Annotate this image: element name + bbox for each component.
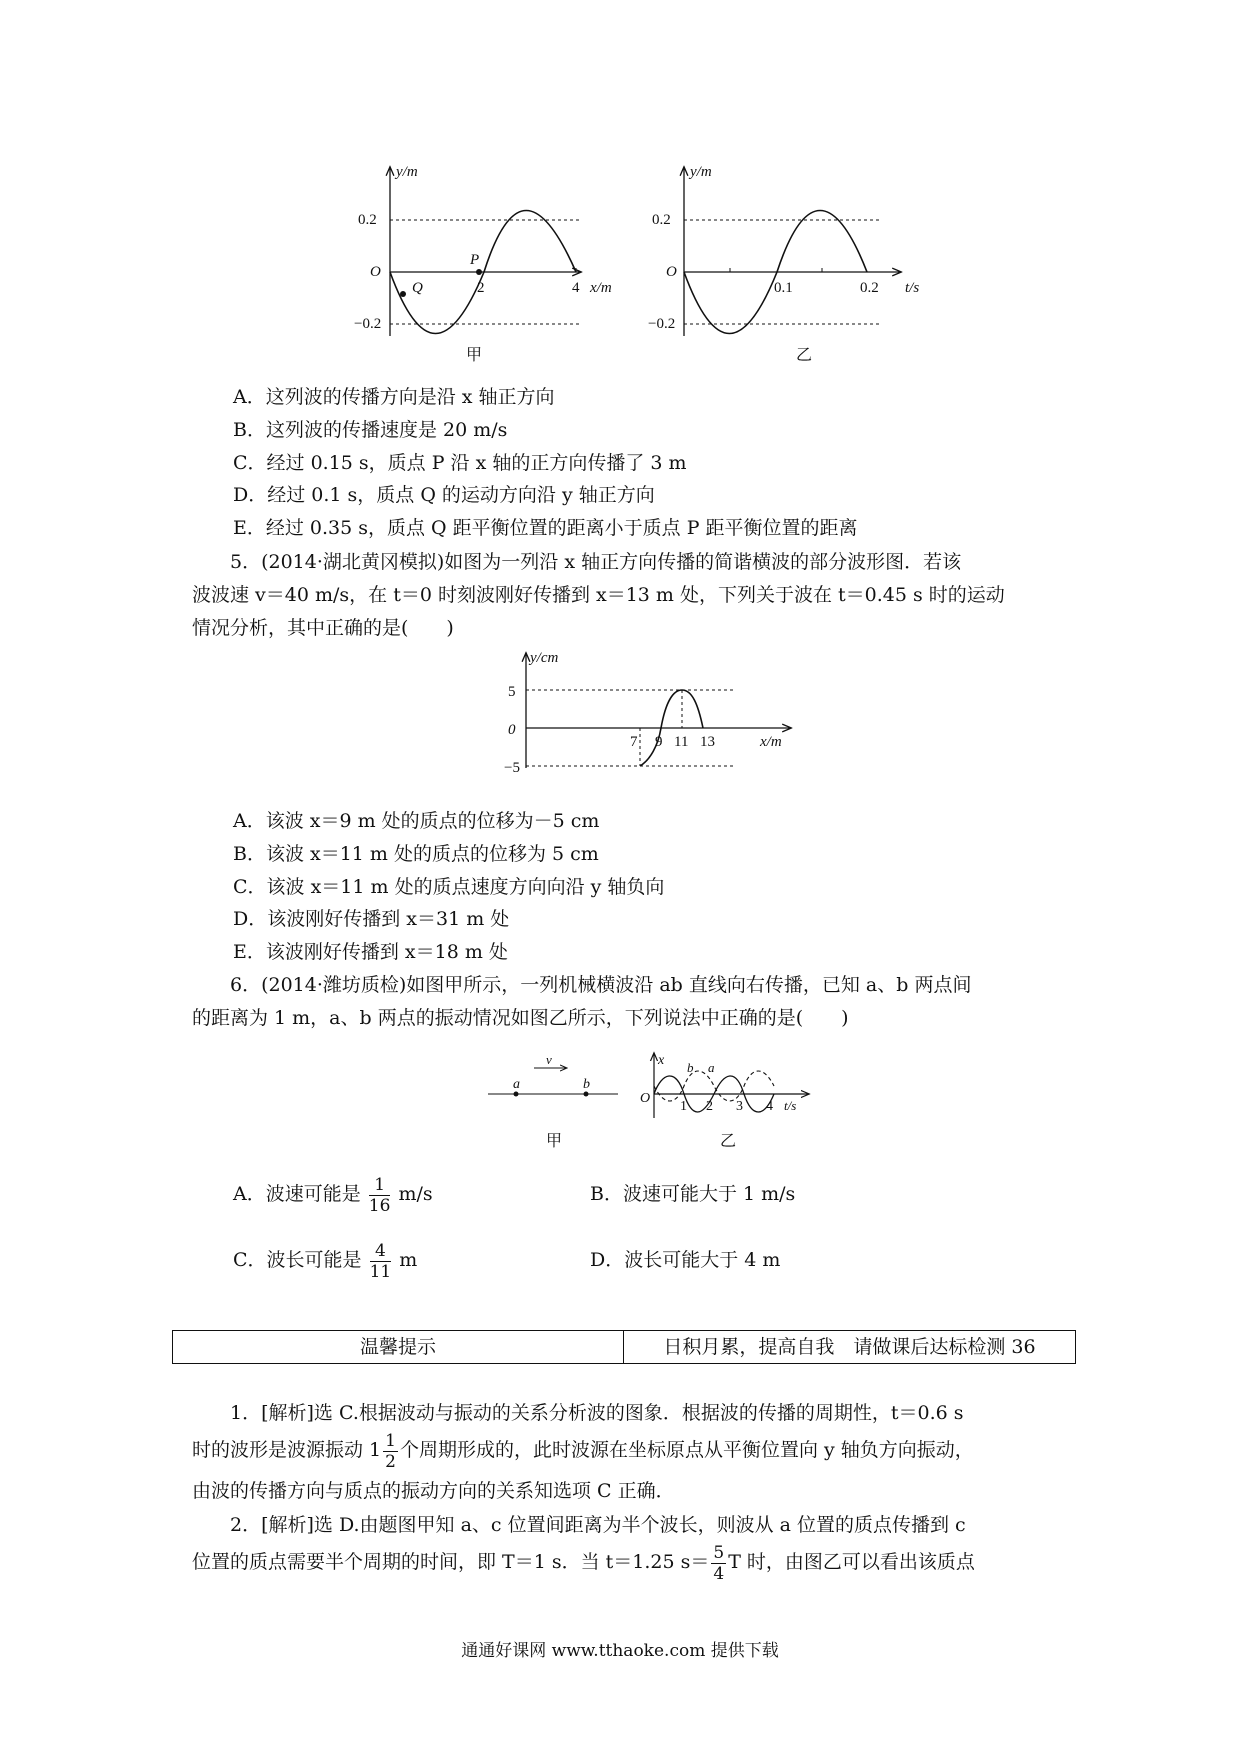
fraction-numerator: 5 <box>713 1542 725 1563</box>
fraction-numerator: 4 <box>370 1241 392 1262</box>
label-q: Q <box>412 280 423 296</box>
tick-02: 0.2 <box>860 280 879 296</box>
q6-line1: 6．(2014·潍坊质检)如图甲所示，一列机械横波沿 ab 直线向右传播，已知 a、b 两点间 <box>230 974 972 996</box>
origin: O <box>666 264 677 280</box>
figure-wave-graphs <box>340 158 960 368</box>
tick-4: 4 <box>572 280 580 296</box>
ylabel: y/m <box>396 164 418 180</box>
answer1-fraction <box>383 1431 398 1472</box>
tick-11: 11 <box>674 734 689 750</box>
y-neg: −0.2 <box>648 316 676 332</box>
answer2-fraction <box>711 1543 726 1584</box>
answer2-line2 <box>192 1540 975 1584</box>
ylabel: y/cm <box>530 650 559 666</box>
q6-option-c-fraction <box>370 1241 392 1282</box>
fraction-numerator: 1 <box>385 1430 396 1451</box>
tick-1: 1 <box>680 1099 687 1114</box>
tick-2: 2 <box>706 1099 713 1114</box>
tick-2: 2 <box>477 280 485 296</box>
point-q <box>400 291 406 297</box>
q5-option-d: D．该波刚好传播到 x＝31 m 处 <box>233 908 510 930</box>
answer2-line1: 2．[解析]选 D.由题图甲知 a、c 位置间距离为半个波长，则波从 a 位置的质点传播到 c <box>230 1514 966 1536</box>
label-p: P <box>470 252 480 268</box>
answer1-line2-post: 个周期形成的，此时波源在坐标原点从平衡位置向 y 轴负方向振动， <box>399 1439 974 1461</box>
y-neg: −0.2 <box>354 316 382 332</box>
origin: 0 <box>508 722 516 738</box>
fraction-denominator: 11 <box>369 1261 392 1282</box>
graph-yi <box>648 164 919 364</box>
q5-option-b: B．该波 x＝11 m 处的质点的位移为 5 cm <box>233 843 599 865</box>
origin: O <box>370 264 381 280</box>
q5-option-c: C．该波 x＝11 m 处的质点速度方向向沿 y 轴负向 <box>233 876 665 898</box>
q5-line2: 波波速 v＝40 m/s，在 t＝0 时刻波刚好传播到 x＝13 m 处，下列关于波在 t＝0.45 s 时的运动 <box>192 584 1005 606</box>
y-pos: 0.2 <box>358 212 377 228</box>
fraction-denominator: 4 <box>713 1563 725 1584</box>
q4-option-c: C．经过 0.15 s，质点 P 沿 x 轴的正方向传播了 3 m <box>233 452 687 474</box>
label-v: v <box>546 1052 552 1067</box>
q4-option-e: E．经过 0.35 s，质点 Q 距平衡位置的距离小于质点 P 距平衡位置的距离 <box>233 517 858 539</box>
q6-option-a-fraction <box>369 1175 391 1216</box>
fraction-numerator: 1 <box>369 1175 391 1196</box>
q5-option-a: A．该波 x＝9 m 处的质点的位移为－5 cm <box>233 810 600 832</box>
label-a: a <box>513 1077 520 1092</box>
figure-q5-wave <box>500 648 800 778</box>
fraction-denominator: 16 <box>368 1195 391 1216</box>
q6-option-a <box>233 1172 433 1216</box>
q6-option-c <box>233 1238 417 1282</box>
xlabel: x/m <box>590 280 612 296</box>
answer1-line1: 1．[解析]选 C.根据波动与振动的关系分析波的图象．根据波的传播的周期性，t＝0.6 s <box>230 1402 964 1424</box>
q6-option-a-text: A．波速可能是 <box>233 1183 361 1205</box>
answer1-line2 <box>192 1428 974 1472</box>
xlabel: t/s <box>784 1098 797 1113</box>
figure-q6 <box>480 1042 820 1152</box>
q6-line2: 的距离为 1 m，a、b 两点的振动情况如图乙所示，下列说法中正确的是( ) <box>192 1007 849 1029</box>
caption-jia: 甲 <box>466 347 483 364</box>
ylabel: x <box>658 1053 665 1068</box>
fraction-denominator: 2 <box>385 1451 396 1472</box>
tick-7: 7 <box>630 734 638 750</box>
origin: O <box>640 1091 651 1106</box>
q5-line1: 5．(2014·湖北黄冈模拟)如图为一列沿 x 轴正方向传播的简谐横波的部分波形图．若该 <box>230 551 962 573</box>
figure-q6-jia <box>488 1052 618 1150</box>
answer2-line2-post: T 时，由图乙可以看出该质点 <box>728 1551 975 1573</box>
q4-option-a: A．这列波的传播方向是沿 x 轴正方向 <box>233 386 555 408</box>
y-pos: 5 <box>508 684 516 700</box>
y-neg: −5 <box>504 760 520 776</box>
tip-title: 温馨提示 <box>173 1331 624 1363</box>
q6-option-a-unit: m/s <box>398 1183 433 1205</box>
q6-option-c-text: C．波长可能是 <box>233 1249 362 1271</box>
answer1-line3: 由波的传播方向与质点的振动方向的关系知选项 C 正确． <box>192 1480 675 1502</box>
graph-jia <box>354 164 612 364</box>
q6-option-c-unit: m <box>399 1249 418 1271</box>
q6-option-b: B．波速可能大于 1 m/s <box>590 1183 796 1205</box>
q5-option-e: E．该波刚好传播到 x＝18 m 处 <box>233 941 508 963</box>
curve-b-label: b <box>687 1060 694 1075</box>
answer1-line2-pre: 时的波形是波源振动 1 <box>192 1439 382 1461</box>
tip-content: 日积月累，提高自我 请做课后达标检测 36 <box>663 1336 1036 1358</box>
page-footer: 通通好课网 www.tthaoke.com 提供下载 <box>461 1641 779 1661</box>
q4-option-b: B．这列波的传播速度是 20 m/s <box>233 419 508 441</box>
curve-a-label: a <box>708 1060 715 1075</box>
ylabel: y/m <box>690 164 712 180</box>
figure-q6-yi <box>640 1053 808 1150</box>
tick-01: 0.1 <box>774 280 793 296</box>
q4-option-d: D．经过 0.1 s，质点 Q 的运动方向沿 y 轴正方向 <box>233 484 655 506</box>
tick-9: 9 <box>655 734 663 750</box>
tick-4: 4 <box>766 1099 773 1114</box>
q5-line3: 情况分析，其中正确的是( ) <box>192 617 454 639</box>
y-pos: 0.2 <box>652 212 671 228</box>
caption-yi: 乙 <box>796 347 813 364</box>
tick-3: 3 <box>736 1099 743 1114</box>
caption-yi: 乙 <box>720 1133 737 1150</box>
answer2-line2-pre: 位置的质点需要半个周期的时间，即 T＝1 s．当 t＝1.25 s＝ <box>192 1551 710 1573</box>
q6-option-d: D．波长可能大于 4 m <box>590 1249 781 1271</box>
caption-jia: 甲 <box>546 1133 563 1150</box>
xlabel: x/m <box>760 734 782 750</box>
tick-13: 13 <box>700 734 715 750</box>
label-b: b <box>583 1077 590 1092</box>
xlabel: t/s <box>905 280 920 296</box>
tip-table <box>172 1330 1076 1364</box>
point-p <box>476 269 482 275</box>
